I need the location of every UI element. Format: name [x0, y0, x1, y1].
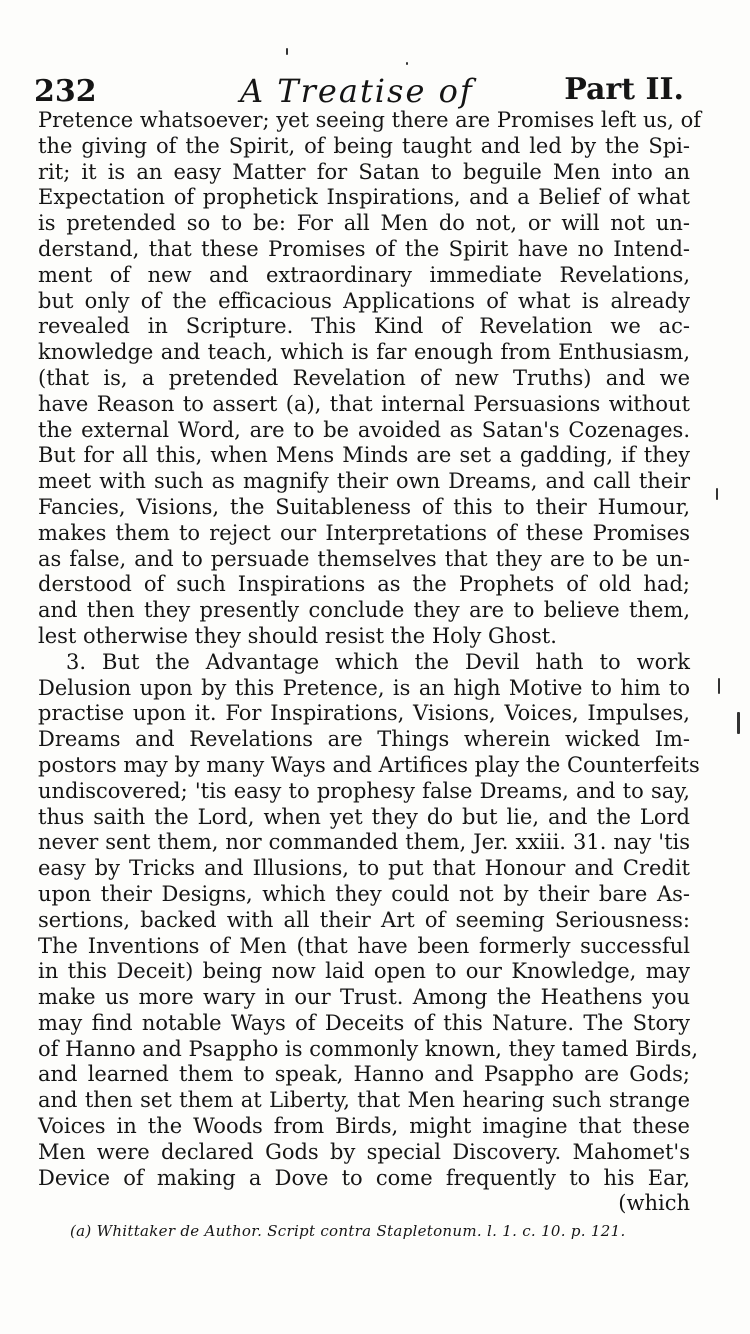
text-line: and learned them to speak, Hanno and Psappho are Gods; [38, 1062, 690, 1087]
part-label: Part II. [564, 72, 684, 107]
text-line: upon their Designs, which they could not by their bare As- [38, 881, 690, 906]
text-line: practise upon it. For Inspirations, Visions, Voices, Impulses, [38, 701, 690, 726]
text-line: knowledge and teach, which is far enough from Enthusiasm, [38, 340, 690, 365]
scan-speck [737, 712, 740, 734]
text-line: the external Word, are to be avoided as Satan's Cozenages. [38, 417, 690, 442]
text-line: sertions, backed with all their Art of seeming Seriousness: [38, 907, 690, 932]
footnote: (a) Whittaker de Author. Script contra Stapletonum. l. 1. c. 10. p. 121. [70, 1222, 626, 1240]
text-line: Men were declared Gods by special Discovery. Mahomet's [38, 1139, 690, 1164]
text-line: ment of new and extraordinary immediate Revelations, [38, 262, 690, 287]
text-line: derstood of such Inspirations as the Prophets of old had; [38, 572, 690, 597]
text-line: derstand, that these Promises of the Spirit have no Intend- [38, 236, 690, 261]
text-line: Dreams and Revelations are Things wherein wicked Im- [38, 727, 690, 752]
text-line: but only of the efficacious Applications of what is already [38, 288, 690, 313]
text-line: meet with such as magnify their own Dreams, and call their [38, 469, 690, 494]
page-number: 232 [34, 74, 97, 109]
text-line: easy by Tricks and Illusions, to put that Honour and Credit [38, 856, 690, 881]
text-line: in this Deceit) being now laid open to our Knowledge, may [38, 959, 690, 984]
text-line: and then they presently conclude they are to believe them, [38, 598, 690, 623]
text-line: of Hanno and Psappho is commonly known, they tamed Birds, [38, 1036, 699, 1061]
text-line: Expectation of prophetick Inspirations, and a Belief of what [38, 185, 690, 210]
scan-speck [716, 488, 718, 500]
text-line: Fancies, Visions, the Suitableness of this to their Humour, [38, 494, 690, 519]
text-line: as false, and to persuade themselves that they are to be un- [38, 546, 690, 571]
text-line: The Inventions of Men (that have been formerly successful [38, 933, 690, 958]
text-line: Pretence whatsoever; yet seeing there are Promises left us, of [38, 108, 702, 132]
text-line: lest otherwise they should resist the Holy Ghost. [38, 623, 557, 648]
text-line: may find notable Ways of Deceits of this Nature. The Story [38, 1010, 690, 1035]
text-line: undiscovered; 'tis easy to prophesy false Dreams, and to say, [38, 778, 690, 803]
scan-speck [286, 48, 288, 55]
text-line: thus saith the Lord, when yet they do but lie, and the Lord [38, 804, 690, 829]
scan-speck [718, 678, 720, 694]
text-line: is pretended so to be: For all Men do not, or will not un- [38, 211, 690, 236]
running-head [34, 68, 684, 112]
body-text [38, 108, 702, 1217]
text-line: rit; it is an easy Matter for Satan to beguile Men into an [38, 159, 690, 184]
text-line: (that is, a pretended Revelation of new Truths) and we [38, 365, 690, 390]
text-line: But for all this, when Mens Minds are set a gadding, if they [38, 443, 690, 468]
text-line: never sent them, nor commanded them, Jer. xxiii. 31. nay 'tis [38, 830, 690, 855]
text-line: the giving of the Spirit, of being taught and led by the Spi- [38, 133, 690, 158]
text-line: makes them to reject our Interpretations of these Promises [38, 520, 690, 545]
text-line: have Reason to assert (a), that internal Persuasions without [38, 391, 690, 416]
text-line: revealed in Scripture. This Kind of Revelation we ac- [38, 314, 690, 339]
text-line: and then set them at Liberty, that Men hearing such strange [38, 1088, 690, 1113]
running-title: A Treatise of [240, 72, 474, 110]
scan-speck [406, 62, 408, 65]
text-line: make us more wary in our Trust. Among the Heathens you [38, 985, 690, 1010]
text-line: Delusion upon by this Pretence, is an high Motive to him to [38, 675, 690, 700]
text-line: Voices in the Woods from Birds, might imagine that these [38, 1114, 690, 1139]
catchword: (which [618, 1191, 690, 1216]
paragraph-start-line: 3. But the Advantage which the Devil hath to work [66, 649, 690, 674]
text-line: Device of making a Dove to come frequently to his Ear, [38, 1165, 690, 1190]
text-line: postors may by many Ways and Artifices play the Counterfeits [38, 752, 700, 777]
